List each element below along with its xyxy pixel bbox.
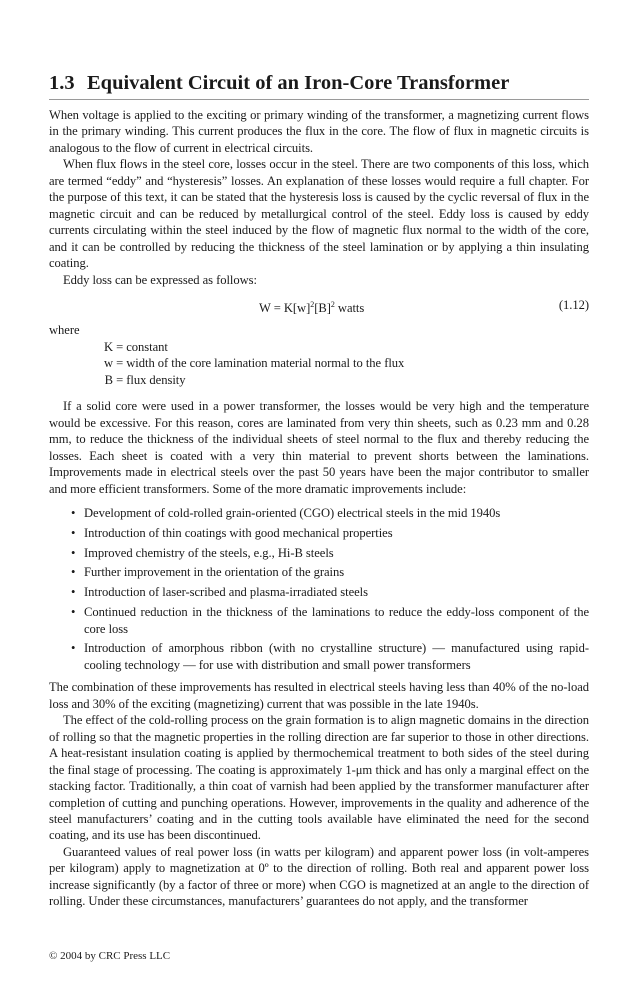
paragraph-5: The combination of these improvements has resulted in electrical steels having less than 40% of the no-load loss and 30% of the exciting (magnetizing) current that was possible in the late 1940s. <box>49 680 589 711</box>
list-item <box>71 564 589 580</box>
list-item-text: Introduction of laser-scribed and plasma-irradiated steels <box>84 585 368 600</box>
definitions-list <box>49 339 589 388</box>
definition-item <box>49 372 589 388</box>
list-item-text: Further improvement in the orientation of the grains <box>84 565 345 580</box>
list-item <box>71 640 589 673</box>
definition-symbol: K <box>103 339 113 354</box>
bullet-icon: • <box>71 605 76 620</box>
equation-1-12 <box>49 297 589 316</box>
bullet-icon: • <box>71 585 76 600</box>
equation-lhs: W = K[w] <box>259 301 311 316</box>
definition-item <box>49 355 589 371</box>
list-item-text: Introduction of thin coatings with good mechanical properties <box>84 525 393 540</box>
list-item-text: Development of cold-rolled grain-oriented (CGO) electrical steels in the mid 1940s <box>84 505 501 520</box>
list-item <box>71 604 589 637</box>
body-text <box>49 107 589 910</box>
paragraph-3: Eddy loss can be expressed as follows: <box>63 272 257 287</box>
improvements-list <box>49 505 589 673</box>
copyright-footer: © 2004 by CRC Press LLC <box>49 950 171 962</box>
paragraph-2: When flux flows in the steel core, losses occur in the steel. There are two components of this loss, which are termed “eddy” and “hysteresis” losses. An explanation of these losses would require a full chapter. For the purpose of this text, it can be stated that the hysteresis loss is caused by the cyclic reversal of flux in the magnetic circuit and can be reduced by metallurgical control of the steel. Eddy loss is caused by eddy currents circulating within the steel induced by the flow of magnetic flux normal to the width of the core, and it can be controlled by reducing the thickness of the steel lamination or by applying a thin insulating coating. <box>49 157 589 271</box>
equation-mid: [B] <box>314 301 331 316</box>
bullet-icon: • <box>71 525 76 540</box>
bullet-icon: • <box>71 641 76 656</box>
paragraph-6: The effect of the cold-rolling process on the grain formation is to align magnetic domains in the direction of rolling so that the magnetic properties in the rolling direction are far superior to those in other directions. A heat-resistant insulation coating is applied by thermochemical treatment to both sides of the steel during the final stage of processing. The coating is approximately 1-μm thick and has only a marginal effect on the stacking factor. Traditionally, a thin coat of varnish had been applied by the transformer manufacturer after completion of cutting and punching operations. However, improvements in the quality and adherence of the steel manufacturers’ coating and in the cutting tools available have eliminated the need for the second coating, and its use has been discontinued. <box>49 713 589 843</box>
definition-text: = width of the core lamination material normal to the flux <box>113 356 405 371</box>
equation-exponent-2: 2 <box>330 299 335 309</box>
equation-unit: watts <box>334 301 365 316</box>
list-item <box>71 584 589 600</box>
paragraph-1: When voltage is applied to the exciting or primary winding of the transformer, a magnetizing current flows in the primary winding. This current produces the flux in the core. The flow of flux in magnetic circuits is analogous to the flow of current in electrical circuits. <box>49 108 589 155</box>
definition-text: = flux density <box>113 372 186 387</box>
list-item <box>71 525 589 541</box>
bullet-icon: • <box>71 545 76 560</box>
where-label: where <box>49 323 80 338</box>
section-number: 1.3 <box>49 72 75 94</box>
definition-symbol: B <box>104 372 113 387</box>
paragraph-4: If a solid core were used in a power transformer, the losses would be very high and the temperature would be excessive. For this reason, cores are laminated from very thin sheets, such as 0.23 mm and 0.28 mm, to reduce the thickness of the individual sheets of steel normal to the flux and thereby reducing the losses. Each sheet is coated with a very thin material to prevent shorts between the laminations. Improvements made in electrical steels over the past 50 years have been the major contributor to smaller and more efficient transformers. Some of the more dramatic improvements include: <box>49 399 589 496</box>
definition-item <box>49 339 589 355</box>
section-title: Equivalent Circuit of an Iron-Core Transformer <box>87 72 510 94</box>
bullet-icon: • <box>71 505 76 520</box>
paragraph-7: Guaranteed values of real power loss (in watts per kilogram) and apparent power loss (in volt-amperes per kilogram) apply to magnetization at 0º to the direction of rolling. Both real and apparent power loss increase significantly (by a factor of three or more) when CGO is magnetized at an angle to the direction of rolling. Under these circumstances, manufacturers’ guarantees do not apply, and the transformer <box>49 844 589 909</box>
list-item <box>71 505 589 521</box>
list-item-text: Improved chemistry of the steels, e.g., Hi-B steels <box>84 545 334 560</box>
equation-number: (1.12) <box>558 297 589 312</box>
section-heading <box>49 70 589 100</box>
definition-text: = constant <box>113 339 168 354</box>
definition-symbol: w <box>103 356 113 371</box>
equation-exponent-1: 2 <box>310 299 315 309</box>
equation-expression <box>259 297 364 317</box>
bullet-icon: • <box>71 565 76 580</box>
list-item-text: Continued reduction in the thickness of the laminations to reduce the eddy-loss component of the core loss <box>84 605 589 636</box>
list-item <box>71 545 589 561</box>
list-item-text: Introduction of amorphous ribbon (with no crystalline structure) — manufactured using rapid-cooling technology — for use with distribution and small power transformers <box>84 641 589 672</box>
